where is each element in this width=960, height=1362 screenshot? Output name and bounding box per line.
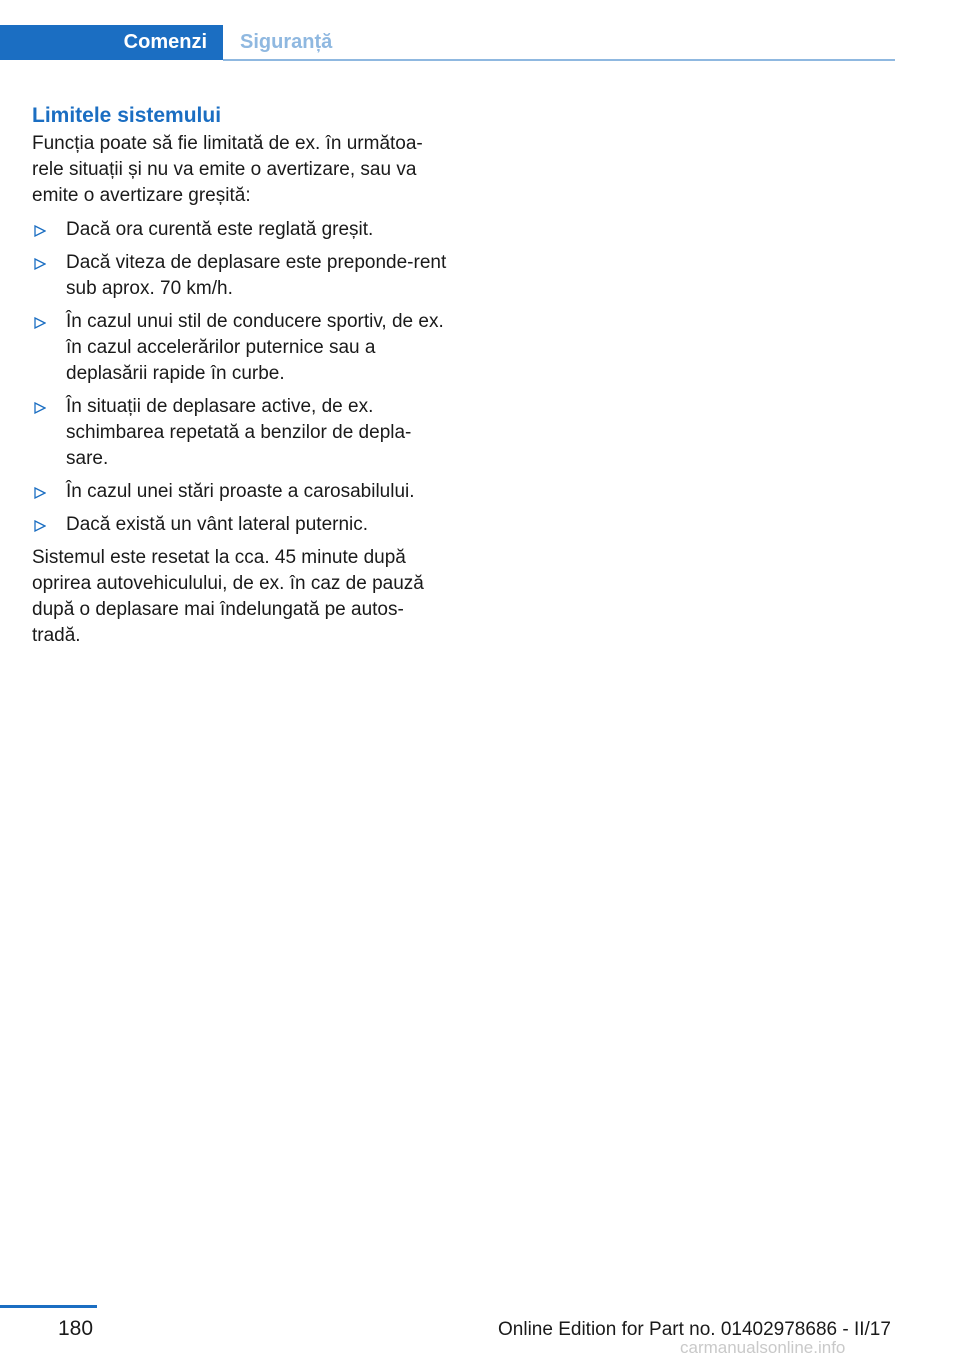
edition-note: Online Edition for Part no. 01402978686 - II/17 bbox=[498, 1319, 891, 1340]
list-item bbox=[32, 479, 447, 505]
main-content bbox=[32, 103, 447, 649]
limitations-list bbox=[32, 217, 447, 538]
list-item-text: Dacă ora curentă este reglată greșit. bbox=[66, 219, 374, 240]
triangle-bullet-icon bbox=[34, 402, 46, 414]
list-item bbox=[32, 309, 447, 387]
triangle-bullet-icon bbox=[34, 317, 46, 329]
list-item bbox=[32, 394, 447, 472]
watermark: carmanualsonline.info bbox=[680, 1338, 846, 1357]
triangle-bullet-icon bbox=[34, 225, 46, 237]
triangle-bullet-icon bbox=[34, 487, 46, 499]
tab-siguranta[interactable]: Siguranță bbox=[240, 31, 333, 53]
list-item-text: În cazul unei stări proaste a carosabilului. bbox=[66, 481, 415, 502]
outro-paragraph: Sistemul este resetat la cca. 45 minute după oprirea autovehiculului, de ex. în caz de pauză după o deplasare mai îndelungată pe autos‐tradă. bbox=[32, 547, 424, 646]
list-item bbox=[32, 512, 447, 538]
list-item-text: În cazul unui stil de conducere sportiv, de ex. în cazul accelerărilor puternice sau a deplasării rapide în curbe. bbox=[66, 311, 444, 384]
header-divider bbox=[223, 59, 895, 61]
triangle-bullet-icon bbox=[34, 258, 46, 270]
list-item bbox=[32, 217, 447, 243]
footer-divider bbox=[0, 1305, 97, 1308]
section-title: Limitele sistemului bbox=[32, 104, 222, 127]
list-item-text: Dacă viteza de deplasare este preponde‐rent sub aprox. 70 km/h. bbox=[66, 252, 447, 299]
list-item-text: Dacă există un vânt lateral puternic. bbox=[66, 514, 369, 535]
tab-comenzi[interactable]: Comenzi bbox=[0, 25, 223, 60]
page-number: 180 bbox=[58, 1317, 94, 1340]
intro-paragraph: Funcția poate să fie limitată de ex. în următoa‐rele situații și nu va emite o avertizare, sau va emite o avertizare greșită: bbox=[32, 133, 423, 206]
list-item-text: În situații de deplasare active, de ex. schimbarea repetată a benzilor de depla‐sare. bbox=[66, 396, 412, 469]
triangle-bullet-icon bbox=[34, 520, 46, 532]
page-header bbox=[0, 25, 895, 62]
list-item bbox=[32, 250, 447, 302]
